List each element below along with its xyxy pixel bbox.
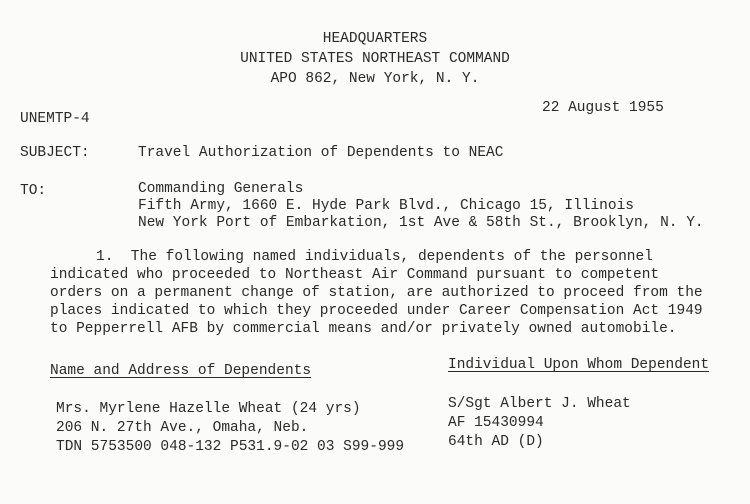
sponsor-column-header: Individual Upon Whom Dependent bbox=[448, 357, 710, 373]
addressee-line-2: Fifth Army, 1660 E. Hyde Park Blvd., Chicago 15, Illinois bbox=[138, 198, 634, 214]
header-line-2: UNITED STATES NORTHEAST COMMAND bbox=[240, 51, 510, 67]
reference-code: UNEMTP-4 bbox=[20, 111, 90, 127]
sponsor-unit: 64th AD (D) bbox=[448, 434, 544, 450]
addressee-line-1: Commanding Generals bbox=[138, 181, 304, 197]
paragraph-line-2: indicated who proceeded to Northeast Air Command pursuant to competent bbox=[50, 267, 660, 283]
paragraph-line-5: to Pepperrell AFB by commercial means and/or privately owned automobile. bbox=[50, 321, 677, 337]
dependent-address: 206 N. 27th Ave., Omaha, Neb. bbox=[56, 420, 309, 436]
subject-label: SUBJECT: bbox=[20, 145, 90, 161]
dependent-fund-citation: TDN 5753500 048-132 P531.9-02 03 S99-999 bbox=[56, 439, 405, 455]
paragraph-line-1: 1. The following named individuals, dependents of the personnel bbox=[96, 249, 653, 265]
sponsor-name: S/Sgt Albert J. Wheat bbox=[448, 396, 631, 412]
dependent-name: Mrs. Myrlene Hazelle Wheat (24 yrs) bbox=[56, 401, 361, 417]
paragraph-line-4: places indicated to which they proceeded under Career Compensation Act 1949 bbox=[50, 303, 703, 319]
memo-date: 22 August 1955 bbox=[542, 100, 664, 116]
header-line-1: HEADQUARTERS bbox=[322, 31, 428, 47]
paragraph-line-3: orders on a permanent change of station, are authorized to proceed from the bbox=[50, 285, 703, 301]
to-label: TO: bbox=[20, 183, 47, 199]
addressee-line-3: New York Port of Embarkation, 1st Ave & 58th St., Brooklyn, N. Y. bbox=[138, 215, 704, 231]
dependents-column-header: Name and Address of Dependents bbox=[50, 363, 312, 379]
sponsor-service-number: AF 15430994 bbox=[448, 415, 544, 431]
subject-text: Travel Authorization of Dependents to NEAC bbox=[138, 145, 504, 161]
header-line-3: APO 862, New York, N. Y. bbox=[270, 71, 480, 87]
